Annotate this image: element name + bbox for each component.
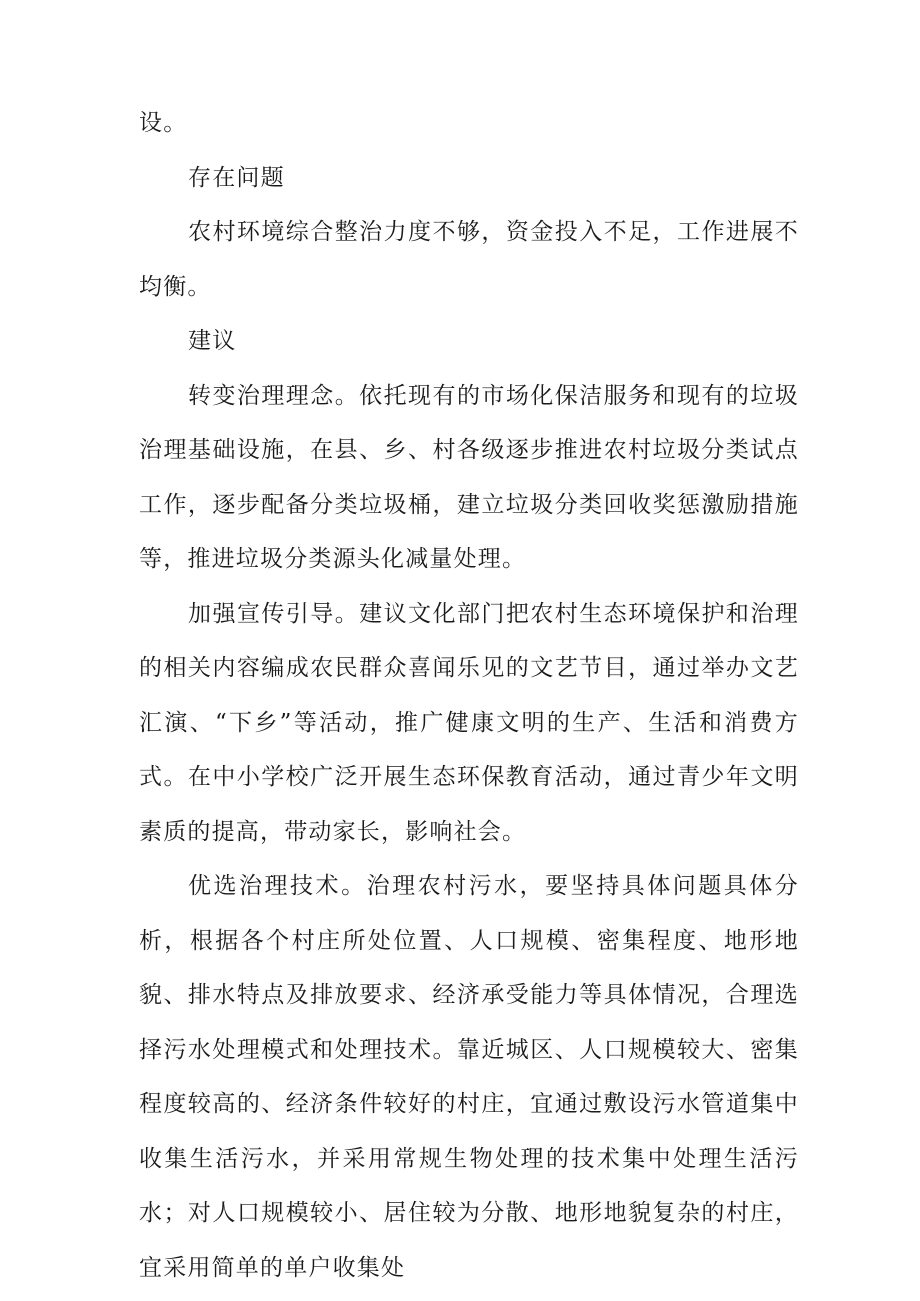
- heading-problems: 存在问题: [188, 164, 285, 191]
- heading-suggestions: 建议: [188, 328, 237, 354]
- paragraph-problems: 农村环境综合整治力度不够，资金投入不足，工作进展不均衡。: [139, 219, 799, 300]
- paragraph-suggestion-1: 转变治理理念。依托现有的市场化保洁服务和现有的垃圾治理基础设施，在县、乡、村各级逐步推进农村垃圾分类试点工作，逐步配备分类垃圾桶，建立垃圾分类回收奖惩激励措施等，推进垃圾分类源头化减量处理。: [139, 382, 799, 572]
- document-page: [139, 96, 799, 1295]
- paragraph-suggestion-3: 优选治理技术。治理农村污水，要坚持具体问题具体分析，根据各个村庄所处位置、人口规模、密集程度、地形地貌、排水特点及排放要求、经济承受能力等具体情况，合理选择污水处理模式和处理技术。靠近城区、人口规模较大、密集程度较高的、经济条件较好的村庄，宜通过敷设污水管道集中收集生活污水，并采用常规生物处理的技术集中处理生活污水；对人口规模较小、居住较为分散、地形地貌复杂的村庄，宜采用简单的单户收集处: [139, 873, 799, 1281]
- continuation-text: 设。: [139, 110, 188, 136]
- paragraph-suggestion-2: 加强宣传引导。建议文化部门把农村生态环境保护和治理的相关内容编成农民群众喜闻乐见的文艺节目，通过举办文艺汇演、“下乡”等活动，推广健康文明的生产、生活和消费方式。在中小学校广泛开展生态环保教育活动，通过青少年文明素质的提高，带动家长，影响社会。: [139, 600, 799, 845]
